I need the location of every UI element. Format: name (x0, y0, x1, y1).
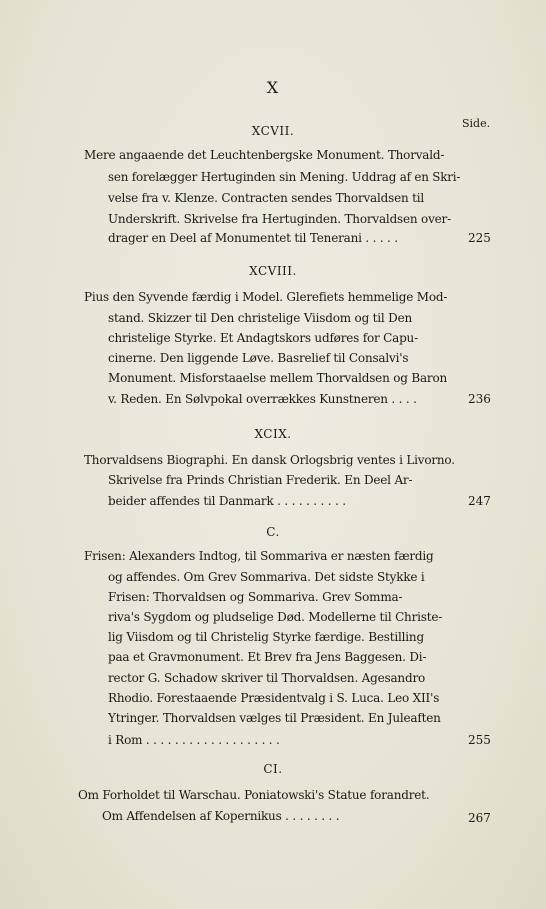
chapter-heading: XCIX. (254, 427, 292, 441)
entry-line: Monument. Misforstaaelse mellem Thorvaldsen og Baron (108, 371, 448, 385)
entry-line: rector G. Schadow skriver til Thorvaldsen. Agesandro (108, 671, 426, 685)
entry-line: i Rom . . . . . . . . . . . . . . . . . . . (108, 733, 280, 747)
chapter-heading: XCVIII. (249, 264, 297, 278)
entry-line: Pius den Syvende færdig i Model. Glerefiets hemmelige Mod- (84, 290, 448, 304)
entry-line: christelige Styrke. Et Andagtskors udføres for Capu- (108, 331, 418, 345)
entry-line: riva's Sygdom og pludselige Død. Modellerne til Christe- (108, 610, 443, 624)
entry-line: Rhodio. Forestaaende Præsidentvalg i S. Luca. Leo XII's (108, 691, 440, 705)
entry-line: velse fra v. Klenze. Contracten sendes Thorvaldsen til (108, 191, 425, 205)
chapter-heading: XCVII. (251, 124, 295, 138)
page-reference: 267 (468, 811, 491, 825)
page-reference: 247 (468, 494, 491, 508)
entry-line: og affendes. Om Grev Sommariva. Det sidste Stykke i (108, 570, 425, 584)
chapter-heading: C. (266, 525, 280, 539)
page-reference: 255 (468, 733, 491, 747)
entry-line: Ytringer. Thorvaldsen vælges til Præsident. En Juleaften (108, 711, 441, 725)
entry-line: Underskrift. Skrivelse fra Hertuginden. Thorvaldsen over- (108, 212, 451, 226)
page-reference: 225 (468, 231, 491, 245)
entry-line: drager en Deel af Monumentet til Tenerani . . . . . (108, 231, 398, 245)
entry-line: paa et Gravmonument. Et Brev fra Jens Baggesen. Di- (108, 650, 427, 664)
entry-line: lig Viisdom og til Christelig Styrke færdige. Bestilling (108, 630, 424, 644)
entry-line: Om Affendelsen af Kopernikus . . . . . . . . (102, 809, 340, 823)
page-number: X (266, 78, 280, 97)
entry-line: v. Reden. En Sølvpokal overrækkes Kunstneren . . . . (108, 392, 417, 406)
entry-line: Frisen: Thorvaldsen og Sommariva. Grev Somma- (108, 590, 403, 604)
entry-line: Frisen: Alexanders Indtog, til Sommariva er næsten færdig (84, 549, 434, 563)
entry-line: cinerne. Den liggende Løve. Basrelief til Consalvi's (108, 351, 409, 365)
entry-line: Thorvaldsens Biographi. En dansk Orlogsbrig ventes i Livorno. (84, 453, 455, 467)
entry-line: Skrivelse fra Prinds Christian Frederik. En Deel Ar- (108, 473, 413, 487)
entry-line: beider affendes til Danmark . . . . . . . . . . (108, 494, 346, 508)
page-reference: 236 (468, 392, 491, 406)
entry-line: Mere angaaende det Leuchtenbergske Monument. Thorvald- (84, 148, 445, 162)
entry-line: Om Forholdet til Warschau. Poniatowski's Statue forandret. (78, 788, 430, 802)
chapter-heading: CI. (263, 762, 283, 776)
entry-line: stand. Skizzer til Den christelige Viisdom og til Den (108, 311, 413, 325)
entry-line: sen forelægger Hertuginden sin Mening. Uddrag af en Skri- (108, 170, 461, 184)
side-column-label: Side. (462, 117, 491, 130)
